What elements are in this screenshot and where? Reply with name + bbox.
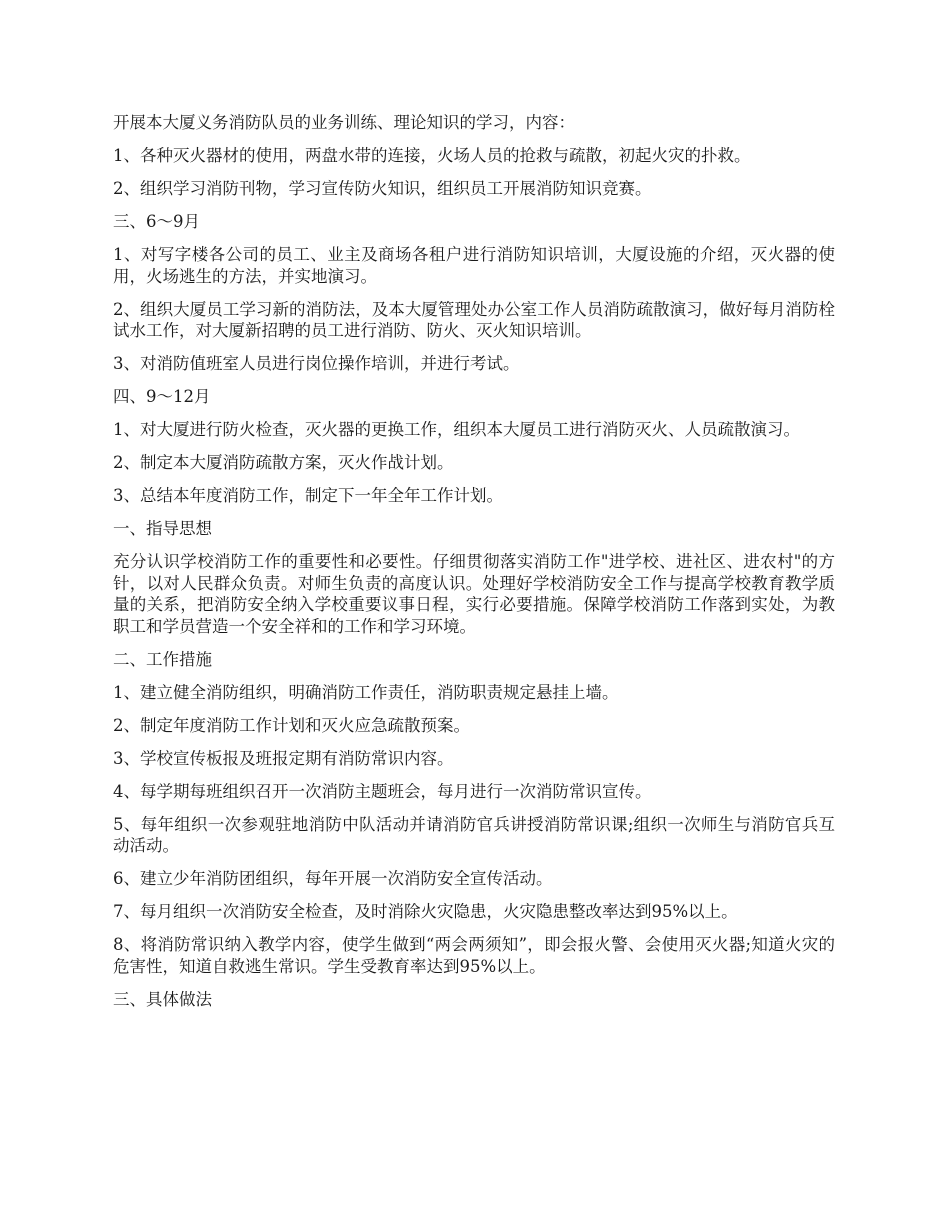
section-heading: 三、具体做法: [113, 989, 212, 1009]
paragraph: 2、制定年度消防工作计划和灭火应急疏散预案。: [113, 715, 470, 735]
paragraph: 2、组织大厦员工学习新的消防法，及本大厦管理处办公室工作人员消防疏散演习，做好每月消防栓试水工作，对大厦新招聘的员工进行消防、防火、灭火知识培训。: [113, 299, 835, 340]
paragraph: 2、制定本大厦消防疏散方案，灭火作战计划。: [113, 453, 454, 472]
section-heading: 二、工作措施: [113, 649, 212, 669]
paragraph: 7、每月组织一次消防安全检查，及时消除火灾隐患，火灾隐患整改率达到95%以上。: [113, 902, 738, 921]
paragraph: 1、对大厦进行防火检查，灭火器的更换工作，组织本大厦员工进行消防灭火、人员疏散演习。: [113, 420, 800, 439]
section-heading: 一、指导思想: [113, 519, 212, 538]
paragraph: 3、学校宣传板报及班报定期有消防常识内容。: [113, 748, 454, 768]
section-heading: 四、9～12月: [113, 387, 211, 406]
paragraph: 8、将消防常识纳入教学内容，使学生做到“两会两须知”，即会报火警、会使用灭火器;知道火灾的危害性，知道自救逃生常识。学生受教育率达到95%以上。: [113, 935, 835, 976]
section-heading: 三、6～9月: [113, 212, 200, 231]
paragraph: 6、建立少年消防团组织，每年开展一次消防安全宣传活动。: [113, 869, 553, 888]
paragraph: 充分认识学校消防工作的重要性和必要性。仔细贯彻落实消防工作"进学校、进社区、进农村"的方针，以对人民群众负责。对师生负责的高度认识。处理好学校消防安全工作与提高学校教育教学质量的关系，把消防安全纳入学校重要议事日程，实行必要措施。保障学校消防工作落到实处，为教职工和学员营造一个安全祥和的工作和学习环境。: [113, 552, 835, 636]
paragraph: 1、各种灭火器材的使用，两盘水带的连接，火场人员的抢救与疏散，初起火灾的扑救。: [113, 146, 751, 165]
paragraph: 3、对消防值班室人员进行岗位操作培训，并进行考试。: [113, 354, 520, 373]
paragraph: 2、组织学习消防刊物，学习宣传防火知识，组织员工开展消防知识竞赛。: [113, 179, 652, 198]
paragraph: 4、每学期每班组织召开一次消防主题班会，每月进行一次消防常识宣传。: [113, 781, 652, 801]
paragraph: 1、对写字楼各公司的员工、业主及商场各租户进行消防知识培训，大厦设施的介绍，灭火器的使用，火场逃生的方法，并实地演习。: [113, 245, 835, 286]
paragraph: 1、建立健全消防组织，明确消防工作责任，消防职责规定悬挂上墙。: [113, 682, 619, 702]
paragraph: 3、总结本年度消防工作，制定下一年全年工作计划。: [113, 486, 503, 505]
paragraph: 开展本大厦义务消防队员的业务训练、理论知识的学习，内容：: [113, 113, 575, 132]
paragraph: 5、每年组织一次参观驻地消防中队活动并请消防官兵讲授消防常识课;组织一次师生与消防官兵互动活动。: [113, 814, 835, 855]
document-body: [113, 112, 835, 1022]
